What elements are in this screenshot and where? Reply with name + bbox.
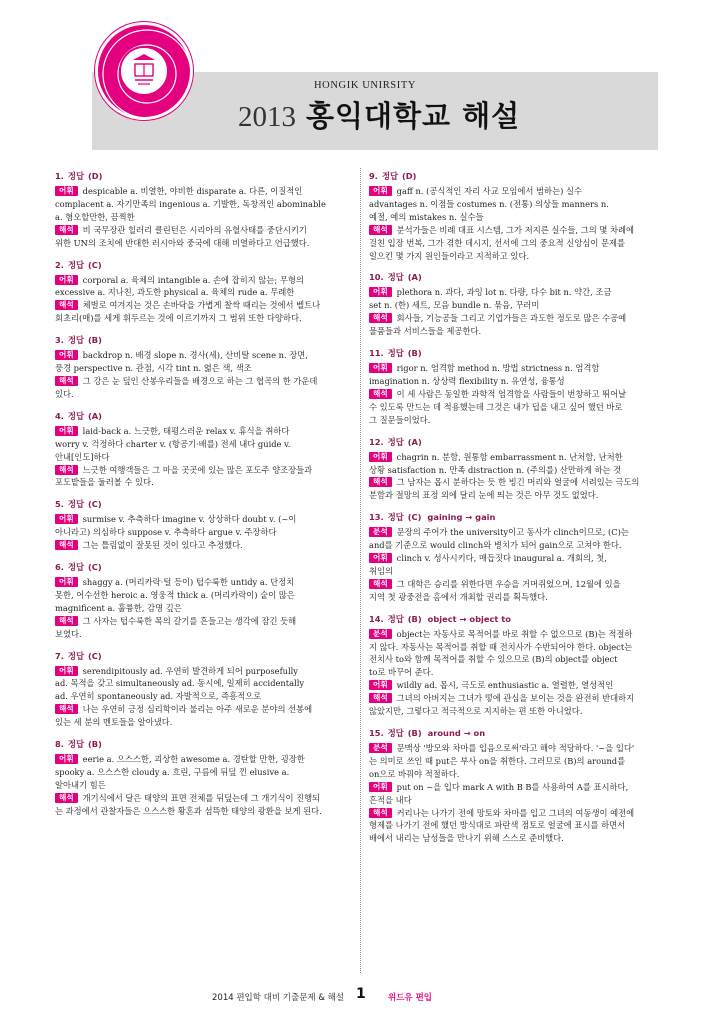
answer-heading	[369, 727, 667, 739]
answer-value: (B)	[87, 739, 102, 750]
explanation-line	[55, 388, 353, 401]
page-title	[238, 94, 520, 135]
line-text: 그 질문들이었다.	[369, 414, 431, 425]
answer-label: 정답	[67, 171, 84, 181]
section-tag: 해석	[369, 579, 392, 589]
line-text: and를 기준으로 would clinch와 병치가 되어 gain으로 고쳐야 한다.	[369, 540, 622, 551]
answer-value: (C)	[87, 499, 102, 510]
section-tag: 어휘	[369, 186, 392, 196]
line-text: 그 남자는 몹시 분하다는 듯 한 빙긴 머리와 얼굴에 서려있는 극도의	[396, 477, 640, 488]
answer-heading	[369, 436, 667, 448]
answer-item	[369, 511, 667, 603]
explanation-line	[55, 451, 353, 464]
line-text: wildly ad. 몹시, 극도로 enthusiastic a. 열렬한, 열성적인	[396, 680, 614, 691]
line-text: 지역 첫 광중전을 홈에서 개최할 권리를 획득했다.	[369, 591, 548, 602]
page-footer	[0, 987, 720, 1007]
line-text: 는 과정에서 관찰자들은 으스스한 황혼과 섬뜩한 태양의 광환을 보게 된다.	[55, 805, 322, 816]
answer-label: 정답	[387, 348, 404, 359]
explanation-line	[369, 768, 667, 781]
section-tag: 어휘	[55, 426, 78, 436]
section-tag: 해석	[369, 477, 392, 487]
explanation-line	[369, 781, 667, 794]
section-tag: 어휘	[55, 275, 78, 285]
explanation-line	[55, 628, 353, 641]
section-tag: 해석	[369, 389, 392, 399]
line-text: corporal a. 육체의 intangible a. 손에 잡히지 않는; 무형의	[82, 274, 304, 285]
answer-label: 정답	[67, 650, 84, 661]
explanation-line	[369, 237, 667, 250]
line-text: serendipitously ad. 우연히 발견하게 되어 purposefully	[82, 665, 298, 676]
section-tag: 분석	[369, 629, 392, 639]
line-text: to로 바꾸어 준다.	[369, 667, 434, 678]
explanation-line	[369, 832, 667, 845]
line-text: plethora n. 과다, 과잉 lot n. 다량, 다수 bit n. 약간, 조금	[396, 287, 612, 298]
answer-value: (A)	[407, 272, 422, 283]
answer-item	[369, 347, 667, 427]
explanation-line	[369, 641, 667, 654]
line-text: 이 세 사람은 동일한 과학적 엄격함을 사람들이 번창하고 뛰어날	[396, 388, 627, 399]
answer-heading	[55, 738, 353, 750]
page-number: 1	[356, 986, 366, 1002]
explanation-line	[369, 299, 667, 312]
answer-heading	[369, 347, 667, 359]
line-text: object는 자동사로 목적어를 바로 취할 수 없으므로 (B)는 적절하	[396, 628, 633, 639]
answer-correction: around → on	[427, 728, 486, 738]
line-text: 물품들과 서비스들을 제공한다.	[369, 326, 482, 337]
answer-heading	[55, 170, 353, 182]
line-text: 커리나는 나가기 전에 망토와 차마를 입고 그녀의 여동생이 예전에	[396, 807, 635, 818]
answer-label: 정답	[67, 499, 84, 510]
explanation-line	[55, 211, 353, 224]
answer-label: 정답	[387, 728, 404, 738]
answer-label: 정답	[381, 171, 398, 181]
explanation-line	[369, 375, 667, 388]
explanation-line	[55, 690, 353, 703]
explanation-line	[369, 666, 667, 679]
emblem-book-icon	[121, 48, 167, 94]
answer-label: 정답	[67, 410, 84, 421]
section-tag: 분석	[369, 743, 392, 753]
answer-value: (D)	[87, 171, 103, 181]
line-text: 그녀의 아버지는 그녀가 떻에 관심을 보이는 것을 완전히 반대하지	[396, 693, 635, 704]
line-text: 그 사자는 텁수룩한 목의 갈기를 흔들고는 생각에 잠긴 듯해	[82, 615, 297, 626]
section-tag: 어휘	[55, 666, 78, 676]
line-text: chagrin n. 분함, 원통함 embarrassment n. 난처함, 난처한	[396, 451, 623, 462]
answer-item	[369, 170, 667, 262]
title-year: 2013	[238, 101, 296, 133]
answer-item	[55, 410, 353, 490]
line-text: clinch v. 성사시키다, 매듭짓다 inaugural a. 개회의, 첫,	[396, 553, 607, 564]
line-text: 있다.	[55, 388, 74, 399]
line-text: 취임의	[369, 565, 394, 576]
item-number: 11.	[369, 348, 384, 359]
explanation-line	[55, 198, 353, 211]
answer-value: (D)	[401, 171, 417, 181]
explanation-line	[55, 286, 353, 299]
answer-value: (B)	[87, 335, 102, 346]
line-text: 일으킨 몇 가지 원인들이라고 지적하고 있다.	[369, 250, 530, 261]
answer-item	[369, 727, 667, 845]
line-text: backdrop n. 배경 slope n. 경사(세), 산비탈 scene n. 장면,	[82, 350, 308, 361]
explanation-line	[55, 677, 353, 690]
section-tag: 해석	[369, 808, 392, 818]
explanation-line	[55, 753, 353, 766]
line-text: 문맥상 '방모와 차마를 입음으로써'라고 해야 적당하다. '~을 입다'	[396, 743, 635, 753]
answer-value: (C)	[87, 650, 102, 661]
explanation-line	[369, 250, 667, 263]
item-number: 8.	[55, 739, 64, 750]
answer-value: (C)	[407, 512, 422, 523]
line-text: 그 대학은 승리를 위한다면 우승을 거머쥐었으며, 12월에 있을	[396, 578, 621, 589]
explanation-line	[55, 349, 353, 362]
line-text: 분함과 절망의 표정 외에 달리 눈에 띄는 것은 아무 것도 없었다.	[369, 490, 599, 501]
line-text: 나는 우연히 긍정 심리학이라 불리는 아주 새로운 분야의 선봉에	[82, 704, 313, 715]
explanation-line	[369, 464, 667, 477]
line-text: 안내[인도]하다	[55, 451, 110, 462]
explanation-line	[55, 792, 353, 805]
answer-item	[369, 613, 667, 718]
item-number: 1.	[55, 171, 64, 181]
line-text: gaff n. (공식적인 자리 사교 모임에서 범하는) 실수	[396, 186, 582, 196]
explanation-line	[55, 362, 353, 375]
explanation-line	[369, 807, 667, 820]
section-tag: 해석	[55, 793, 78, 803]
answer-value: (B)	[407, 613, 422, 624]
section-tag: 해석	[369, 693, 392, 703]
right-column	[369, 170, 667, 854]
explanation-line	[55, 526, 353, 539]
answer-label: 정답	[387, 272, 404, 283]
explanation-line	[369, 476, 667, 489]
line-text: 있는 세 분의 멘토들을 알아냈다.	[55, 717, 173, 728]
explanation-line	[369, 565, 667, 578]
answer-item	[55, 170, 353, 250]
item-number: 13.	[369, 512, 384, 523]
line-text: 못한, 어수선한 heroic a. 영웅적 thick a. (머리카락이) 숱이 많은	[55, 589, 295, 600]
footer-title: 2014 편입학 대비 기출문제 & 해설	[212, 993, 345, 1003]
answer-item	[55, 738, 353, 818]
explanation-line	[369, 185, 667, 198]
explanation-line	[55, 513, 353, 526]
explanation-line	[369, 628, 667, 641]
column-divider	[360, 168, 361, 973]
item-number: 4.	[55, 410, 64, 421]
explanation-line	[55, 766, 353, 779]
university-seal	[95, 22, 193, 120]
explanation-line	[55, 602, 353, 615]
line-text: 문장의 주어가 the university이고 동사가 clinch이므로, (C)는	[396, 527, 629, 538]
line-text: set n. (한) 세트, 모음 bundle n. 묶음, 꾸러미	[369, 300, 540, 311]
line-text: 걸친 입장 번복, 그가 겪한 데시지, 선서에 그의 중요적 신앙심이 문제를	[369, 237, 626, 248]
explanation-line	[369, 451, 667, 464]
line-text: 포도밭들을 둘러볼 수 있다.	[55, 477, 154, 488]
line-text: spooky a. 으스스한 cloudy a. 흐린, 구름에 뒤덮 낀 elusive a.	[55, 767, 290, 777]
explanation-line	[369, 489, 667, 502]
line-text: advantages n. 이점들 costumes n. (전통) 의상들 manners n.	[369, 198, 609, 209]
explanation-line	[369, 692, 667, 705]
explanation-line	[369, 362, 667, 375]
line-text: 아니라고) 의심하다 suppose v. 추측하다 argue v. 주장하다	[55, 527, 277, 538]
explanation-line	[55, 703, 353, 716]
item-number: 12.	[369, 436, 384, 447]
section-tag: 해석	[369, 225, 392, 235]
line-text: 배에서 내리는 남성들을 만나기 위해 스스로 준비했다.	[369, 833, 564, 844]
line-text: 그 강은 눈 덮인 산봉우리들을 배경으로 하는 그 협곡의 한 가운데	[82, 375, 318, 386]
footer-publisher: 위드유 편입	[388, 993, 433, 1003]
line-text: 체벌로 여겨지는 것은 손바닥을 가볍게 찰싹 때리는 것에서 벨트나	[82, 300, 321, 311]
answer-heading	[55, 561, 353, 573]
line-text: laid-back a. 느긋한, 태평스러운 relax v. 휴식을 취하다	[82, 425, 290, 436]
line-text: 느긋한 여행객들은 그 마을 곳곳에 있는 많은 포도주 양조장들과	[82, 464, 313, 475]
explanation-line	[55, 274, 353, 287]
explanation-line	[369, 578, 667, 591]
section-tag: 어휘	[369, 363, 392, 373]
line-text: 회사들, 기능공들 그리고 기업가들은 과도한 정도로 많은 수공예	[396, 313, 627, 324]
item-number: 14.	[369, 613, 384, 624]
answer-correction: gaining → gain	[427, 512, 496, 523]
explanation-line	[55, 779, 353, 792]
section-tag: 해석	[55, 540, 78, 550]
explanation-line	[369, 679, 667, 692]
answer-heading	[369, 511, 667, 523]
section-tag: 어휘	[369, 782, 392, 792]
explanation-line	[55, 716, 353, 729]
line-text: 분석가들은 비례 대표 시스템, 그가 저지른 실수들, 그의 몇 차례에	[396, 224, 635, 235]
answer-heading	[55, 410, 353, 422]
line-text: 예절, 예의 mistakes n. 실수들	[369, 211, 484, 222]
explanation-line	[369, 325, 667, 338]
answer-heading	[55, 498, 353, 510]
explanation-line	[55, 438, 353, 451]
section-tag: 어휘	[55, 514, 78, 524]
section-tag: 어휘	[55, 186, 78, 196]
answer-heading	[55, 259, 353, 271]
answer-item	[55, 259, 353, 326]
line-text: 알아내기 힘든	[55, 779, 106, 790]
line-text: 위한 UN의 조치에 반대한 러시아와 중국에 대해 비열하다고 언급했다.	[55, 237, 310, 248]
section-tag: 어휘	[369, 452, 392, 462]
explanation-line	[55, 615, 353, 628]
item-number: 7.	[55, 650, 64, 661]
line-text: eerie a. 으스스한, 괴상한 awesome a. 경탄할 만한, 굉장한	[82, 754, 305, 765]
item-number: 3.	[55, 335, 64, 346]
explanation-line	[369, 211, 667, 224]
line-text: 회초리(매)를 세게 휘두르는 것에 이르기까지 그 범위 또한 다양하다.	[55, 313, 302, 324]
item-number: 9.	[369, 171, 378, 181]
section-tag: 해석	[55, 376, 78, 386]
explanation-line	[369, 401, 667, 414]
line-text: 풍경 perspective n. 관점, 시각 tint n. 엷은 색, 색조	[55, 363, 252, 374]
line-text: complacent a. 자기만족의 ingenious a. 기발한, 독창적인 abominable	[55, 198, 326, 209]
item-number: 6.	[55, 562, 64, 573]
answer-label: 정답	[387, 436, 404, 447]
answer-item	[55, 561, 353, 641]
line-text: 는 의미로 쓰인 때 put은 부사 on을 취한다. 그러므로 (B)의 around를	[369, 755, 626, 766]
explanation-line	[369, 286, 667, 299]
header-subtitle: HONGIK UNIRSITY	[314, 80, 417, 91]
line-text: ad. 목적을 갖고 simultaneously ad. 동시에, 일제히 accidentally	[55, 678, 305, 689]
explanation-line	[55, 665, 353, 678]
explanation-line	[369, 705, 667, 718]
line-text: rigor n. 엄격함 method n. 방법 strictness n. 엄격함	[396, 363, 600, 374]
explanation-line	[369, 819, 667, 832]
title-name: 홍익대학교 해설	[306, 99, 521, 133]
line-text: ad. 우연히 spontaneously ad. 자발적으로, 즉흥적으로	[55, 691, 262, 702]
line-text: 수 있도록 만드는 데 적용했는데 그것은 내가 덥을 내고 싶어 했던 바로	[369, 401, 623, 412]
explanation-line	[55, 224, 353, 237]
line-text: magnificent a. 훌륭한, 감명 깊은	[55, 602, 182, 613]
explanation-line	[55, 539, 353, 552]
answer-heading	[55, 650, 353, 662]
line-text: 보였다.	[55, 628, 82, 639]
explanation-line	[369, 591, 667, 604]
answer-label: 정답	[67, 259, 84, 270]
line-text: excessive a. 지나친, 과도한 physical a. 육체의 rude a. 무례한	[55, 287, 295, 298]
answer-item	[55, 498, 353, 552]
section-tag: 어휘	[55, 350, 78, 360]
answer-heading	[369, 271, 667, 283]
answer-heading	[369, 170, 667, 182]
explanation-line	[369, 539, 667, 552]
item-number: 15.	[369, 728, 384, 738]
answer-value: (A)	[407, 436, 422, 447]
explanation-line	[55, 805, 353, 818]
line-text: 않았지만, 그렇다고 적극적으로 지지하는 편 또한 아니었다.	[369, 706, 583, 717]
explanation-line	[55, 375, 353, 388]
explanation-line	[55, 299, 353, 312]
answer-heading	[369, 613, 667, 625]
answer-value: (C)	[87, 259, 102, 270]
explanation-line	[369, 388, 667, 401]
answer-value: (C)	[87, 562, 102, 573]
explanation-line	[369, 198, 667, 211]
line-text: a. 혐오할만한, 끔찍한	[55, 211, 135, 222]
section-tag: 어휘	[369, 287, 392, 297]
line-text: 지 않다. 자동사는 목적어를 취할 때 전치사가 수반되어야 한다. object는	[369, 641, 633, 652]
explanation-line	[369, 312, 667, 325]
line-text: imagination n. 상상력 flexibility n. 유연성, 융통성	[369, 375, 565, 386]
explanation-line	[369, 742, 667, 755]
section-tag: 어휘	[369, 680, 392, 690]
answer-value: (B)	[407, 728, 422, 738]
answer-label: 정답	[67, 335, 84, 346]
seal-emblem	[119, 46, 169, 96]
line-text: put on ~을 입다 mark A with B B를 사용하여 A를 표시하다,	[396, 781, 629, 792]
answer-correction: object → object to	[427, 613, 511, 624]
section-tag: 해석	[55, 465, 78, 475]
line-text: 흔적을 내다	[369, 794, 412, 805]
answer-label: 정답	[387, 512, 404, 523]
line-text: worry v. 걱정하다 charter v. (항공기·배를) 전세 내다 guide v.	[55, 438, 291, 449]
explanation-line	[55, 185, 353, 198]
section-tag: 어휘	[55, 754, 78, 764]
line-text: shaggy a. (머리카락·털 등이) 텁수룩한 untidy a. 단정치	[82, 577, 295, 588]
section-tag: 해석	[55, 616, 78, 626]
explanation-line	[55, 425, 353, 438]
section-tag: 어휘	[55, 577, 78, 587]
answer-heading	[55, 334, 353, 346]
explanation-line	[369, 653, 667, 666]
answer-value: (B)	[407, 348, 422, 359]
answer-label: 정답	[387, 613, 404, 624]
line-text: 그는 틀림없이 잘못된 것이 있다고 추정했다.	[82, 540, 243, 551]
line-text: on으로 바꿔야 적절하다.	[369, 768, 460, 779]
answer-item	[55, 650, 353, 730]
explanation-line	[369, 414, 667, 427]
explanation-line	[369, 755, 667, 768]
section-tag: 해석	[55, 225, 78, 235]
item-number: 10.	[369, 272, 384, 283]
section-tag: 어휘	[369, 553, 392, 563]
line-text: 전치사 to와 함께 목적어를 취할 수 있으므로 (B)의 object를 object	[369, 654, 618, 665]
item-number: 2.	[55, 259, 64, 270]
line-text: 개기식에서 달은 태양의 표면 전체를 뒤덮는데 그 개기식이 진행되	[82, 792, 321, 803]
explanation-line	[55, 476, 353, 489]
line-text: despicable a. 비열한, 야비한 disparate a. 다른, 이질적인	[82, 186, 303, 196]
explanation-line	[55, 576, 353, 589]
answer-label: 정답	[67, 562, 84, 573]
section-tag: 분석	[369, 527, 392, 537]
explanation-line	[55, 237, 353, 250]
line-text: 비 국무장관 힐러리 클린턴은 시리아의 유혈사태를 중단시키기	[82, 224, 307, 235]
explanation-line	[369, 552, 667, 565]
section-tag: 해석	[55, 300, 78, 310]
explanation-line	[55, 312, 353, 325]
line-text: 상황 satisfaction n. 만족 distraction n. (주의를) 산만하게 하는 것	[369, 464, 622, 475]
answer-item	[369, 271, 667, 338]
section-tag: 해석	[369, 313, 392, 323]
explanation-line	[55, 589, 353, 602]
line-text: 형제를 나가기 전에 했던 방식대로 파란색 점토로 얼굴에 표시를 하면서	[369, 820, 626, 831]
explanation-line	[369, 224, 667, 237]
line-text: surmise v. 추측하다 imagine v. 상상하다 doubt v. (~이	[82, 514, 297, 525]
answer-item	[369, 436, 667, 503]
answer-item	[55, 334, 353, 401]
answer-label: 정답	[67, 739, 84, 750]
explanation-line	[369, 794, 667, 807]
item-number: 5.	[55, 499, 64, 510]
explanation-line	[55, 464, 353, 477]
answer-value: (A)	[87, 410, 102, 421]
left-column	[55, 170, 353, 827]
section-tag: 해석	[55, 704, 78, 714]
explanation-line	[369, 526, 667, 539]
